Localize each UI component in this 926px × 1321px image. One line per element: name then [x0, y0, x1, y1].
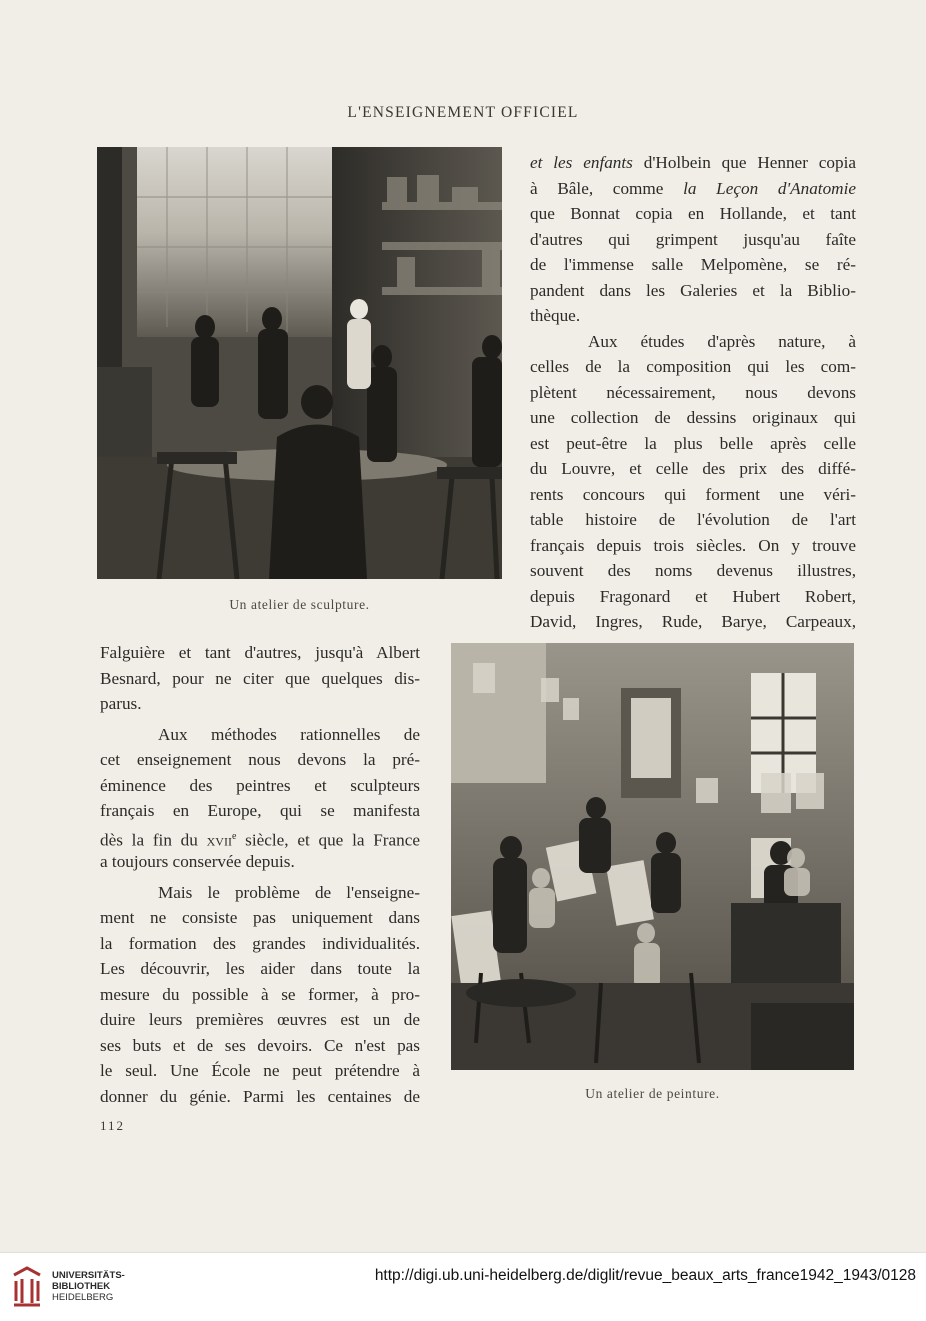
text-line: thèque. — [530, 306, 581, 325]
text-line: David, Ingres, Rude, Barye, Carpeaux, — [530, 612, 856, 631]
text-line: plètent nécessairement, nous devons — [530, 382, 856, 402]
painting-photo-caption: Un atelier de peinture. — [585, 1086, 720, 1101]
text-line: Besnard, pour ne citer que quelques dis- — [100, 668, 420, 688]
footer-bar — [0, 1252, 926, 1321]
text-line: donner du génie. Parmi les centaines de — [100, 1086, 420, 1106]
text-line: Mais le problème de l'enseigne- — [158, 882, 420, 902]
library-name: UNIVERSITÄTS- BIBLIOTHEK HEIDELBERG — [52, 1270, 125, 1303]
text-line: Falguière et tant d'autres, jusqu'à Albert — [100, 643, 420, 662]
left-text-column — [100, 640, 420, 1109]
text-line: français depuis trois siècles. On y trouve — [530, 535, 856, 555]
page-title: L'ENSEIGNEMENT OFFICIEL — [347, 104, 579, 121]
text-line: une collection de dessins originaux qui — [530, 408, 856, 427]
text-line: depuis Fragonard et Hubert Robert, — [530, 586, 856, 606]
text-line: a toujours conservée depuis. — [100, 852, 295, 871]
text-line: français en Europe, qui se manifesta — [100, 801, 420, 820]
text-line: et les enfants d'Holbein que Henner copia — [530, 153, 856, 172]
text-line: dès la fin du xvii$^e$ siècle, et que la France — [100, 830, 420, 850]
text-line: souvent des noms devenus illustres, — [530, 561, 856, 580]
text-line: mesure du possible à se former, à pro- — [100, 984, 420, 1004]
text-line: la formation des grandes individualités. — [100, 933, 420, 953]
text-line: rents concours qui forment une véri- — [530, 484, 856, 504]
text-line: pandent dans les Galeries et la Biblio- — [530, 280, 856, 300]
text-line: parus. — [100, 694, 142, 713]
text-line: à Bâle, comme la Leçon d'Anatomie — [530, 178, 856, 198]
text-line: celles de la composition qui les com- — [530, 357, 856, 376]
text-line: éminence des peintres et sculpteurs — [100, 775, 420, 795]
text-line: Les découvrir, les aider dans toute la — [100, 959, 420, 978]
painting-workshop-photo — [451, 643, 854, 1070]
text-line: de l'immense salle Melpomène, se ré- — [530, 255, 856, 274]
text-line: ment ne consiste pas uniquement dans — [100, 908, 420, 927]
text-line: Aux études d'après nature, à — [588, 331, 856, 351]
sculpture-workshop-photo — [97, 147, 502, 579]
text-line: duire leurs premières œuvres est un de — [100, 1010, 420, 1029]
right-text-column — [530, 150, 856, 635]
text-line: du Louvre, et celle des prix des diffé- — [530, 459, 856, 478]
text-line: Aux méthodes rationnelles de — [158, 724, 420, 744]
text-line: le seul. Une École ne peut prétendre à — [100, 1061, 420, 1080]
page-number: 112 — [100, 1118, 126, 1133]
text-line: cet enseignement nous devons la pré- — [100, 750, 420, 769]
text-line: table histoire de l'évolution de l'art — [530, 510, 856, 529]
sculpture-photo-caption: Un atelier de sculpture. — [229, 597, 370, 612]
library-logo-icon — [10, 1265, 44, 1309]
text-line: d'autres qui grimpent jusqu'au faîte — [530, 229, 856, 249]
text-line: ses buts et de ses devoirs. Ce n'est pas — [100, 1035, 420, 1055]
text-line: est peut-être la plus belle après celle — [530, 433, 856, 453]
source-url-link[interactable]: http://digi.ub.uni-heidelberg.de/diglit/revue_beaux_arts_france1942_1943/0128 — [374, 1267, 916, 1284]
text-line: que Bonnat copia en Hollande, et tant — [530, 204, 856, 223]
